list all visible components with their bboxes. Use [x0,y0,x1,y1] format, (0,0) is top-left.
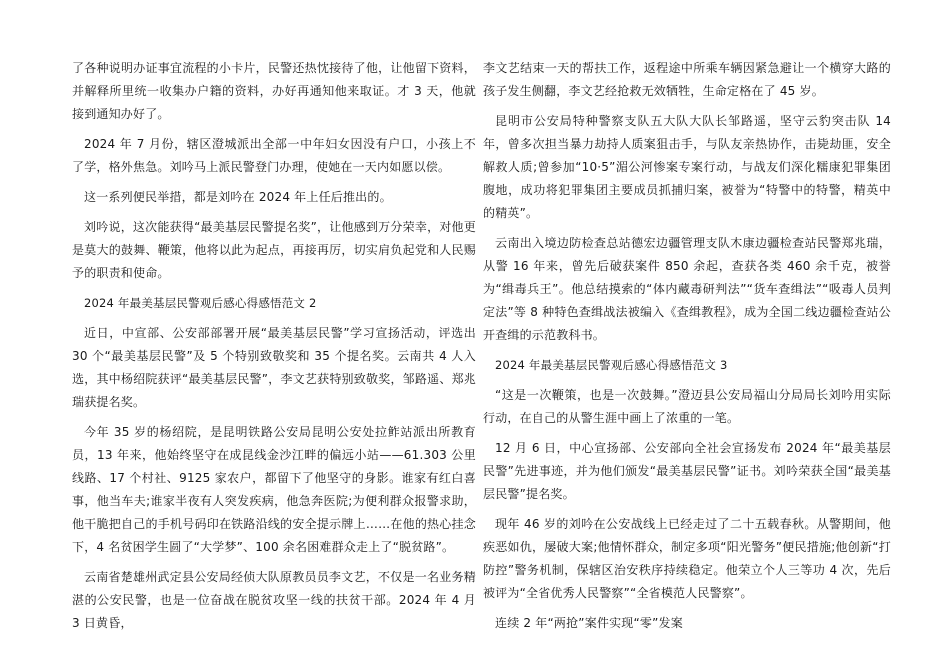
paragraph: 2024 年 7 月份，辖区澄城派出全部一中年妇女因没有户口，小孩上不了学，格外焦急。刘吟马上派民警登门办理，使她在一天内如愿以偿。 [72,137,476,174]
paragraph: 刘吟说，这次能获得“最美基层民警提名奖”，让他感到万分荣幸，对他更是莫大的鼓舞、鞭策，他将以此为起点，再接再厉，切实肩负起党和人民赐予的职责和使命。 [72,220,476,280]
paragraph: 昆明市公安局特种警察支队五大队大队长邹路遥，坚守云豹突击队 14 年，曾多次担当暴力劫持人质案狙击手，与队友亲热协作，击毙劫匪，安全解救人质;曾参加“10·5”湄公河惨案专案行动，与战友们深化糯康犯罪集团腹地，成功将犯罪集团主要成员抓捕归案，被誉为“特警中的特警，精英中的精英”。 [483,114,891,220]
paragraph: 了各种说明办证事宜流程的小卡片，民警还热忱接待了他，让他留下资料，并解释所里统一收集办户籍的资料，办好再通知他来取证。才 3 天，他就接到通知办好了。 [72,61,476,121]
paragraph: “这是一次鞭策，也是一次鼓舞。”澄迈县公安局福山分局局长刘吟用实际行动，在自己的从警生涯中画上了浓重的一笔。 [483,388,891,425]
section-heading: 2024 年最美基层民警观后感心得感悟范文 2 [84,296,317,310]
paragraph: 云南出入境边防检查总站德宏边疆管理支队木康边疆检查站民警郑兆瑞，从警 16 年来，曾先后破获案件 850 余起，查获各类 460 余千克，被誉为“缉毒兵王”。他总结摸索的“体内藏毒研判法”“货车查缉法”“吸毒人员判定法”等 8 种特色查缉战法被编入《查缉教程》，成为全国二线边疆检查站公开查缉的示范教科书。 [483,236,891,342]
paragraph: 这一系列便民举措，都是刘吟在 2024 年上任后推出的。 [84,190,392,204]
paragraph: 近日，中宣部、公安部部署开展“最美基层民警”学习宣扬活动，评选出 30 个“最美基层民警”及 5 个特别致敬奖和 35 个提名奖。云南共 4 人入选，其中杨绍院获评“最美基层民警”，李文艺获特别致敬奖，邹路遥、郑兆瑞获提名奖。 [72,326,476,409]
section-heading: 2024 年最美基层民警观后感心得感悟范文 3 [495,358,728,372]
right-column [483,57,891,642]
left-column [72,57,476,642]
paragraph: 李文艺结束一天的帮扶工作，返程途中所乘车辆因紧急避让一个横穿大路的孩子发生侧翻，李文艺经抢救无效牺牲，生命定格在了 45 岁。 [483,61,891,98]
paragraph: 连续 2 年“两抢”案件实现“零”发案 [495,616,683,630]
paragraph: 云南省楚雄州武定县公安局经侦大队原教员员李文艺，不仅是一名业务精湛的公安民警，也是一位奋战在脱贫攻坚一线的扶贫干部。2024 年 4 月 3 日黄昏， [72,570,476,630]
paragraph: 今年 35 岁的杨绍院，是昆明铁路公安局昆明公安处拉鲊站派出所教育员，13 年来，他始终坚守在成昆线金沙江畔的偏远小站——61.303 公里线路、17 个村社、9125 家农户，都留下了他坚守的身影。谁家有红白喜事，他当车夫;谁家半夜有人突发疾病，他急奔医院;为便利群众报警求助，他干脆把自己的手机号码印在铁路沿线的安全提示牌上……在他的热心挂念下，4 名贫困学生圆了“大学梦”、100 余名困难群众走上了“脱贫路”。 [72,425,476,554]
paragraph: 现年 46 岁的刘吟在公安战线上已经走过了二十五载春秋。从警期间，他疾恶如仇，屡破大案;他情怀群众，制定多项“阳光警务”便民措施;他创新“打防控”警务机制，保辖区治安秩序持续稳定。他荣立个人三等功 4 次，先后被评为“全省优秀人民警察”“全省模范人民警察”。 [483,517,891,600]
paragraph: 12 月 6 日，中心宣扬部、公安部向全社会宣扬发布 2024 年“最美基层民警”先进事迹，并为他们颁发“最美基层民警”证书。刘吟荣获全国“最美基层民警”提名奖。 [483,441,891,501]
